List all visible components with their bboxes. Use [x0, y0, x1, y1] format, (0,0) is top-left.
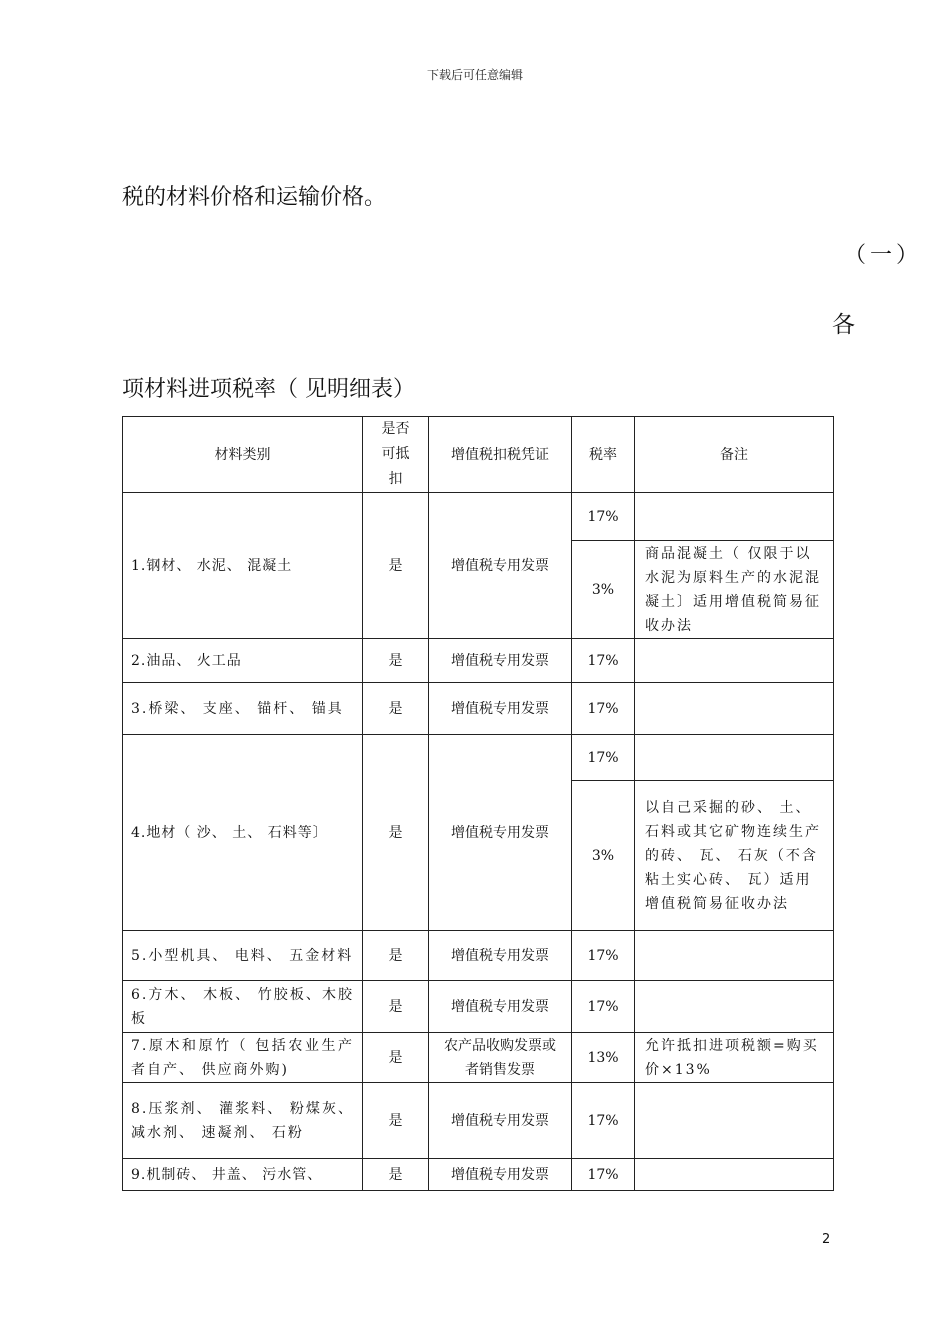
cell-category: 1.钢材、 水泥、 混凝土	[123, 493, 363, 639]
cell-rate: 3%	[572, 541, 635, 639]
cell-voucher: 增值税专用发票	[429, 639, 572, 683]
table-row	[123, 1159, 834, 1191]
cell-voucher: 增值税专用发票	[429, 1083, 572, 1159]
tax-rate-table	[122, 416, 834, 1191]
cell-category: 4.地材（ 沙、 土、 石料等〕	[123, 735, 363, 931]
table-row	[123, 1033, 834, 1083]
cell-deductible: 是	[363, 493, 429, 639]
cell-category: 8.压浆剂、 灌浆料、 粉煤灰、 减水剂、 速凝剂、 石粉	[123, 1083, 363, 1159]
cell-remark	[635, 1083, 834, 1159]
header-voucher: 增值税扣税凭证	[429, 417, 572, 493]
cell-voucher: 增值税专用发票	[429, 735, 572, 931]
table-header-row	[123, 417, 834, 493]
cell-voucher: 增值税专用发票	[429, 931, 572, 981]
header-rate: 税率	[572, 417, 635, 493]
cell-remark	[635, 493, 834, 541]
cell-category: 2.油品、 火工品	[123, 639, 363, 683]
header-remark: 备注	[635, 417, 834, 493]
cell-rate: 17%	[572, 1083, 635, 1159]
section-title: 项材料进项税率（ 见明细表）	[122, 377, 415, 402]
cell-deductible: 是	[363, 981, 429, 1033]
cell-category: 3.桥梁、 支座、 锚杆、 锚具	[123, 683, 363, 735]
header-note: 下载后可任意编辑	[426, 68, 523, 82]
cell-deductible: 是	[363, 1033, 429, 1083]
body-text-fragment: 各	[832, 312, 855, 338]
cell-remark: 以自己采掘的砂、 土、石料或其它矿物连续生产的砖、 瓦、 石灰（不含粘土实心砖、 瓦）适用增值税简易征收办法	[635, 781, 834, 931]
cell-rate: 17%	[572, 493, 635, 541]
cell-rate: 17%	[572, 683, 635, 735]
cell-remark	[635, 1159, 834, 1191]
cell-deductible: 是	[363, 735, 429, 931]
cell-rate: 17%	[572, 735, 635, 781]
cell-remark	[635, 981, 834, 1033]
cell-rate: 17%	[572, 931, 635, 981]
cell-category: 6.方木、 木板、 竹胶板、木胶板	[123, 981, 363, 1033]
table-row	[123, 735, 834, 781]
table-row	[123, 931, 834, 981]
cell-remark: 商品混凝土（ 仅限于以水泥为原料生产的水泥混凝土〕适用增值税简易征收办法	[635, 541, 834, 639]
cell-voucher: 增值税专用发票	[429, 683, 572, 735]
cell-voucher: 增值税专用发票	[429, 981, 572, 1033]
cell-rate: 3%	[572, 781, 635, 931]
table-row	[123, 683, 834, 735]
header-category: 材料类别	[123, 417, 363, 493]
cell-deductible: 是	[363, 683, 429, 735]
cell-rate: 17%	[572, 1159, 635, 1191]
cell-category: 7.原木和原竹（ 包括农业生产者自产、 供应商外购)	[123, 1033, 363, 1083]
cell-rate: 17%	[572, 981, 635, 1033]
cell-rate: 17%	[572, 639, 635, 683]
body-text-line-1: 税的材料价格和运输价格。	[122, 185, 387, 210]
table-row	[123, 1083, 834, 1159]
cell-voucher: 农产品收购发票或者销售发票	[429, 1033, 572, 1083]
cell-remark	[635, 735, 834, 781]
cell-category: 9.机制砖、 井盖、 污水管、	[123, 1159, 363, 1191]
section-number: （一）	[844, 243, 923, 268]
cell-remark	[635, 683, 834, 735]
table-row	[123, 493, 834, 541]
cell-category: 5.小型机具、 电料、 五金材料	[123, 931, 363, 981]
cell-voucher: 增值税专用发票	[429, 1159, 572, 1191]
table-row	[123, 639, 834, 683]
table-row	[123, 981, 834, 1033]
cell-rate: 13%	[572, 1033, 635, 1083]
page-number: 2	[822, 1232, 831, 1247]
cell-deductible: 是	[363, 639, 429, 683]
cell-deductible: 是	[363, 1159, 429, 1191]
cell-deductible: 是	[363, 1083, 429, 1159]
cell-remark	[635, 639, 834, 683]
cell-remark	[635, 931, 834, 981]
cell-remark: 允许抵扣进项税额=购买价×13%	[635, 1033, 834, 1083]
cell-voucher: 增值税专用发票	[429, 493, 572, 639]
header-deductible: 是否可抵扣	[363, 417, 429, 493]
cell-deductible: 是	[363, 931, 429, 981]
